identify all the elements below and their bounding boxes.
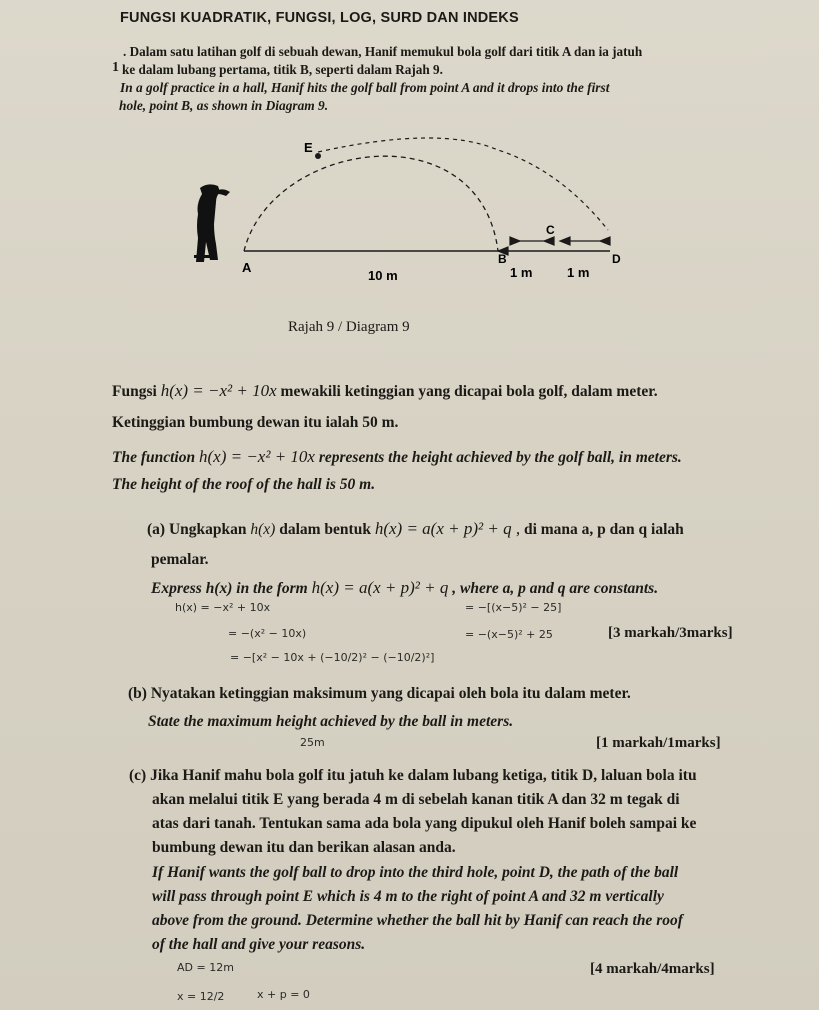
part-c-ms-line4: bumbung dewan itu dan berikan alasan anda.: [152, 839, 456, 856]
part-c-working-1: AD = 12m: [177, 961, 234, 974]
function-ms-equation: h(x) = −x² + 10x: [160, 381, 277, 400]
function-en-line2: The height of the roof of the hall is 50 m.: [112, 476, 376, 493]
diagram-caption: Rajah 9 / Diagram 9: [288, 319, 410, 335]
part-a-working-3: = −[x² − 10x + (−10/2)² − (−10/2)²]: [230, 651, 435, 664]
function-ms-suffix: mewakili ketinggian yang dicapai bola golf, dalam meter.: [280, 383, 658, 400]
intro-en-line2: hole, point B, as shown in Diagram 9.: [119, 98, 329, 113]
part-a-working-4: = −[(x−5)² − 25]: [465, 601, 562, 614]
part-b-marks: [1 markah/1marks]: [596, 735, 721, 751]
point-e-marker: [315, 153, 321, 159]
intro-ms-line2: ke dalam lubang pertama, titik B, seperti dalam Rajah 9.: [122, 62, 443, 77]
part-a-ms-line2: pemalar.: [151, 551, 209, 568]
part-c-ms-line1: (c) Jika Hanif mahu bola golf itu jatuh ke dalam lubang ketiga, titik D, laluan bola itu: [129, 767, 697, 784]
diagram-9: [180, 130, 640, 290]
function-ms-line2: Ketinggian bumbung dewan itu ialah 50 m.: [112, 414, 399, 431]
function-en-prefix: The function: [112, 449, 196, 466]
part-a-ms-hx: h(x): [250, 521, 276, 538]
label-c: C: [546, 223, 555, 237]
part-a-ms-text2: dalam bentuk: [279, 521, 371, 538]
label-a: A: [242, 260, 252, 275]
part-a-working-2: = −(x² − 10x): [228, 627, 307, 640]
part-c-marks: [4 markah/4marks]: [590, 961, 715, 977]
part-a-working-1: h(x) = −x² + 10x: [175, 601, 271, 614]
part-c-ms-line2: akan melalui titik E yang berada 4 m di sebelah kanan titik A dan 32 m tegak di: [152, 791, 680, 808]
part-a-ms-line1: [147, 519, 684, 539]
golfer-figure: [194, 184, 230, 262]
part-a-en-text1: Express h(x) in the form: [151, 580, 308, 597]
label-d: D: [612, 252, 621, 266]
part-a-en-equation: h(x) = a(x + p)² + q: [311, 578, 449, 597]
part-c-en-line4: of the hall and give your reasons.: [152, 936, 366, 953]
part-c-en-line3: above from the ground. Determine whether the ball hit by Hanif can reach the roof: [152, 912, 683, 929]
part-c-en-line1: If Hanif wants the golf ball to drop into the third hole, point D, the path of the ball: [152, 864, 679, 881]
part-c-working-2: x = 12/2: [177, 990, 225, 1003]
function-en-suffix: represents the height achieved by the golf ball, in meters.: [318, 449, 682, 466]
trajectory-to-d: [318, 138, 608, 230]
part-a-en-line: [151, 578, 658, 598]
part-a-working-5: = −(x−5)² + 25: [465, 628, 553, 641]
part-b-working: 25m: [300, 736, 325, 749]
label-b: B: [498, 252, 507, 266]
part-c-ms-line3: atas dari tanah. Tentukan sama ada bola yang dipukul oleh Hanif boleh sampai ke: [152, 815, 697, 832]
distance-cd: 1 m: [567, 265, 590, 280]
section-header: FUNGSI KUADRATIK, FUNGSI, LOG, SURD DAN INDEKS: [120, 10, 519, 26]
label-e: E: [304, 140, 313, 155]
part-a-ms-equation: h(x) = a(x + p)² + q ,: [374, 519, 521, 538]
part-a-ms-text3: di mana a, p dan q ialah: [523, 521, 684, 538]
function-en-equation: h(x) = −x² + 10x: [198, 447, 315, 466]
question-number: 1: [112, 60, 119, 75]
part-b-en: State the maximum height achieved by the ball in meters.: [148, 713, 514, 730]
part-c-working-3: x + p = 0: [257, 988, 310, 1001]
distance-ab: 10 m: [368, 268, 398, 283]
distance-arrows: [498, 237, 610, 255]
part-a-ms-text1: (a) Ungkapkan: [147, 521, 247, 538]
distance-bc: 1 m: [510, 265, 533, 280]
intro-ms-line1: . Dalam satu latihan golf di sebuah dewan, Hanif memukul bola golf dari titik A dan ia jatuh: [123, 44, 643, 59]
trajectory-a-to-b: [244, 156, 498, 251]
part-c-en-line2: will pass through point E which is 4 m to the right of point A and 32 m vertically: [152, 888, 664, 905]
function-ms-prefix: Fungsi: [112, 383, 157, 400]
function-en-line1: [112, 447, 682, 467]
part-a-en-text2: , where a, p and q are constants.: [452, 580, 659, 597]
intro-en-line1: In a golf practice in a hall, Hanif hits the golf ball from point A and it drops into the first: [120, 80, 610, 95]
part-b-ms: (b) Nyatakan ketinggian maksimum yang dicapai oleh bola itu dalam meter.: [128, 685, 631, 702]
part-a-marks: [3 markah/3marks]: [608, 625, 733, 641]
function-ms-line1: [112, 381, 658, 401]
